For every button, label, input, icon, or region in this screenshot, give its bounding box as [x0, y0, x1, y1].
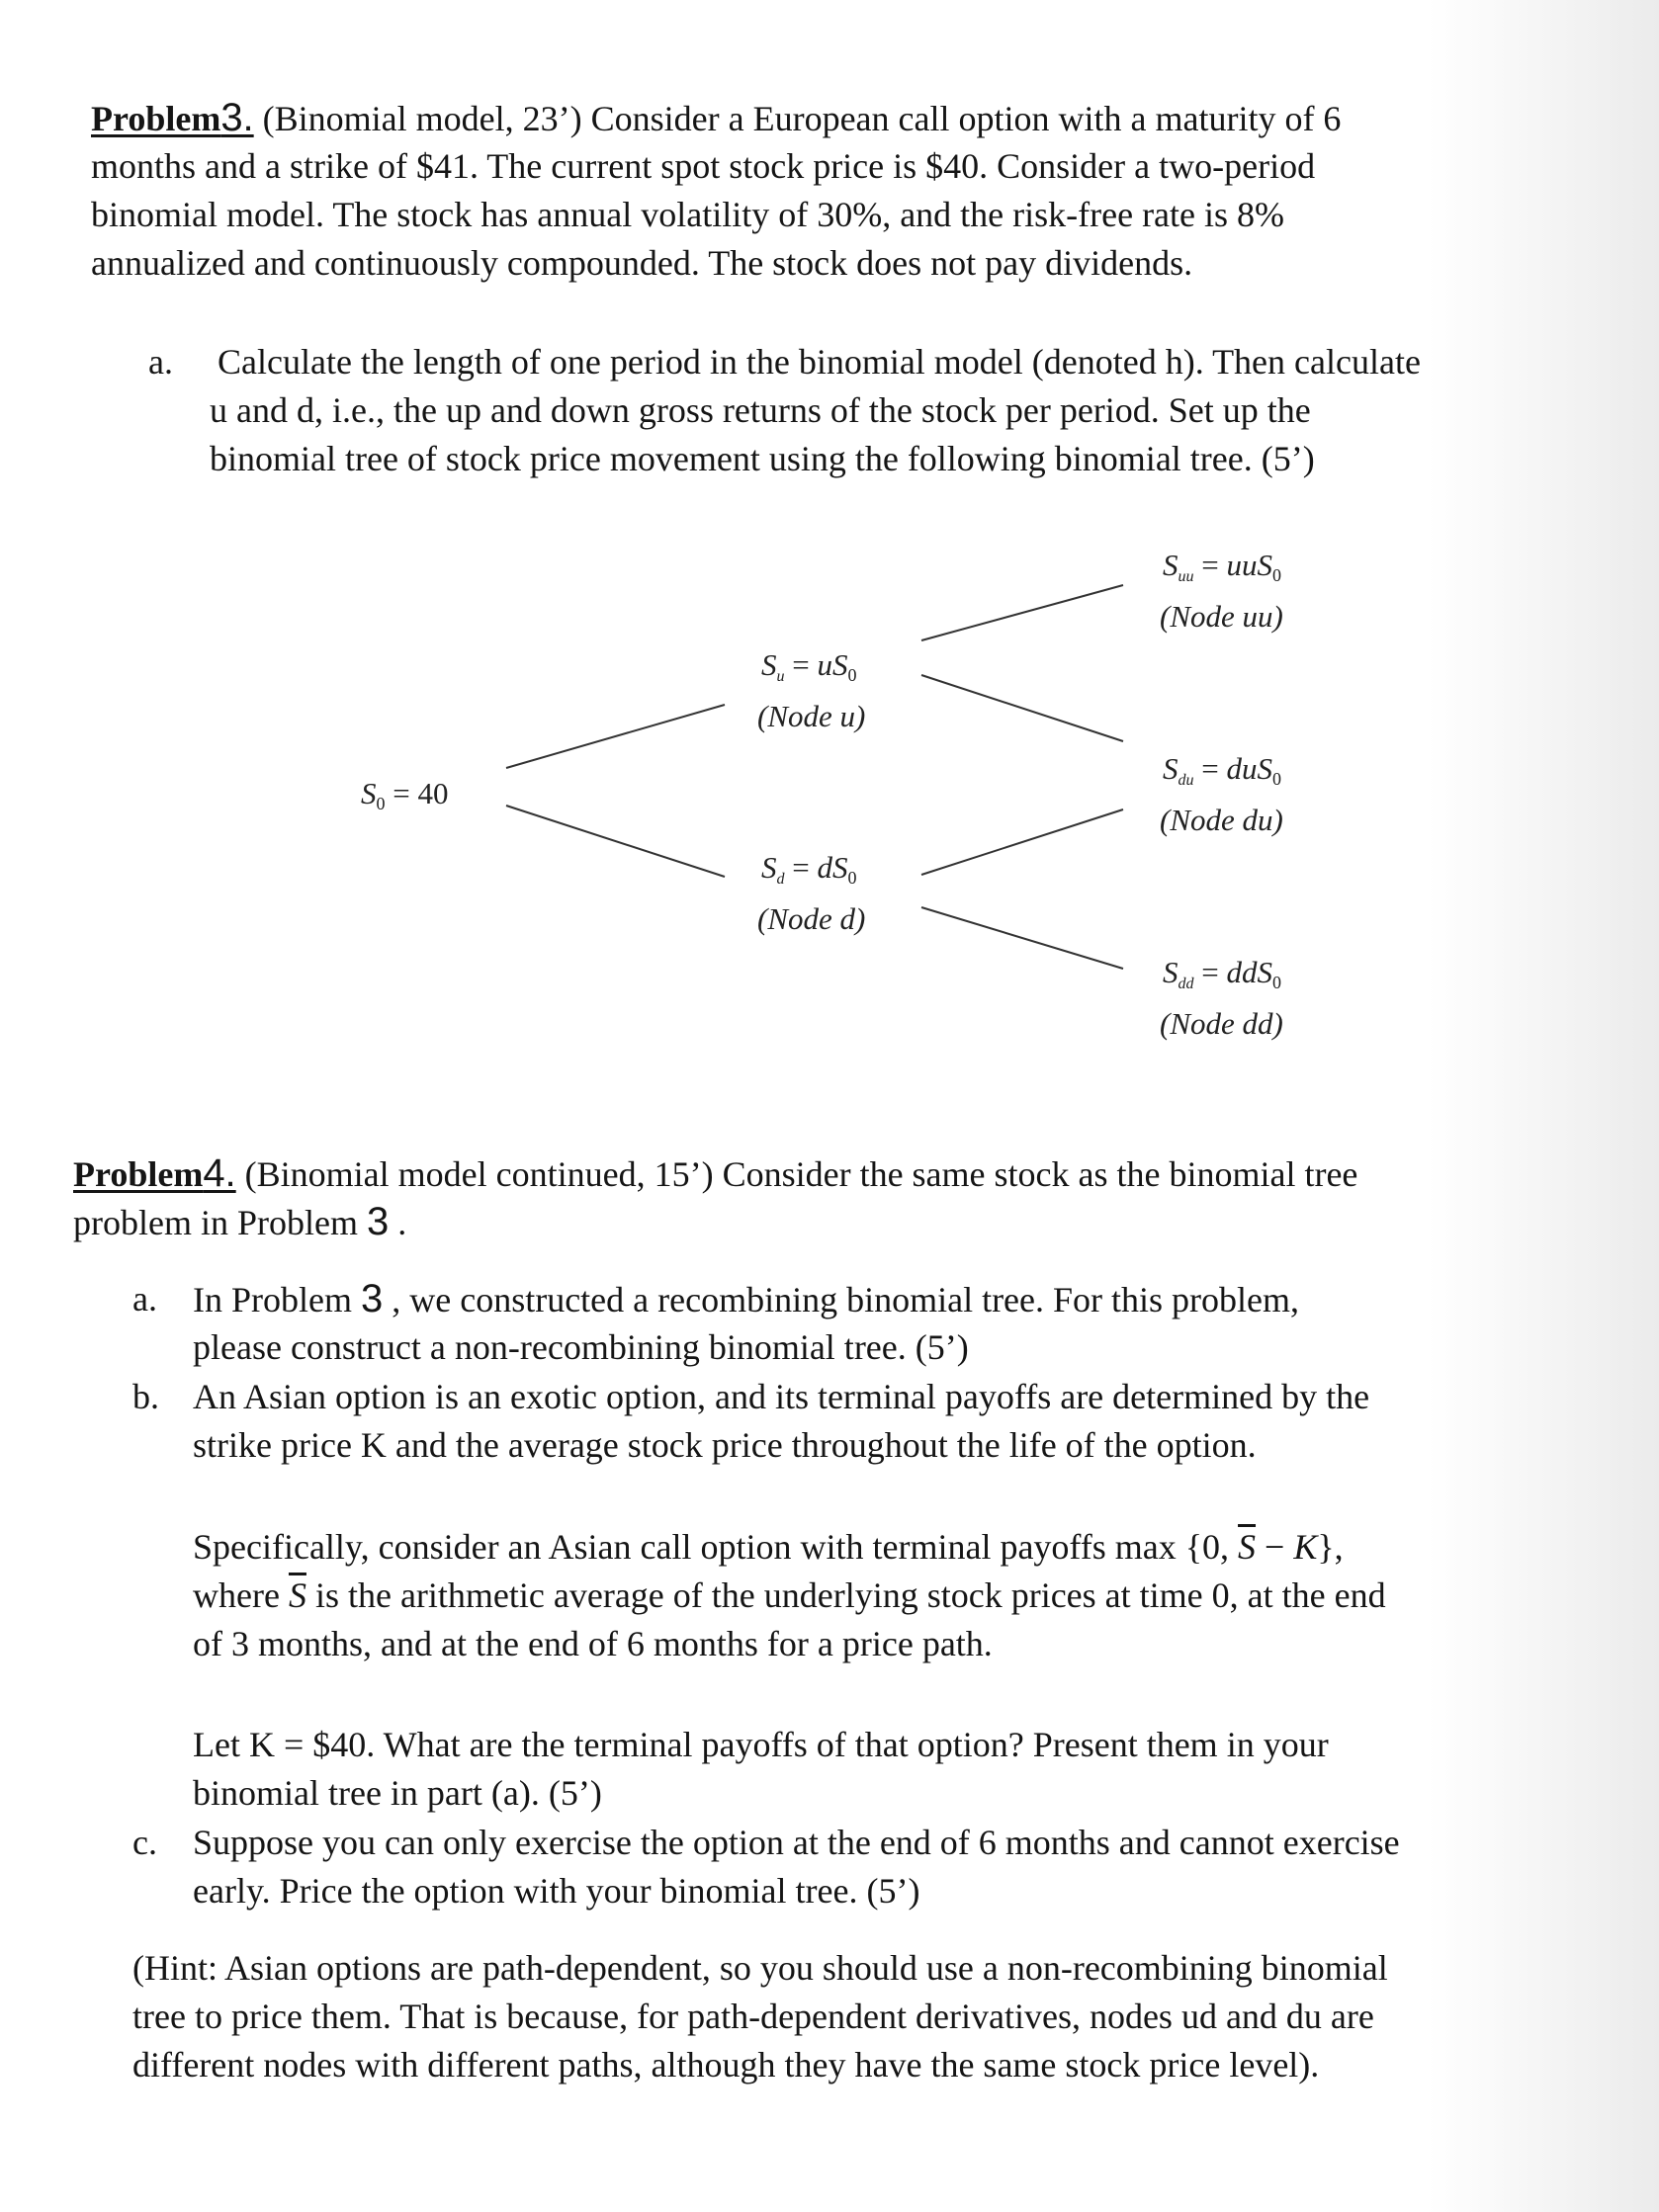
branch-s0-to-d	[506, 806, 725, 877]
node-uu-formula: $S_{uu} = uuS0$	[1163, 548, 1281, 585]
node-du-caption: (Node du)	[1160, 803, 1283, 837]
node-dd-formula: $S_{dd} = ddS0$	[1163, 955, 1281, 992]
problem3-part-a-line1: Calculate the length of one period in the binomial model (denoted h). Then calculate	[218, 342, 1421, 382]
node-du-formula: $S_{du} = duS0$	[1163, 751, 1281, 789]
problem4-part-b-line2: strike price K and the average stock price throughout the life of the option.	[193, 1425, 1257, 1465]
problem4-part-c-line1: Suppose you can only exercise the option at the end of 6 months and cannot exercise	[193, 1823, 1400, 1862]
node-d-caption: (Node d)	[757, 901, 866, 936]
problem4-part-b-spec-line2: where $\overline{S}$ is the arithmetic average of the underlying stock prices at time 0, at the end	[193, 1575, 1386, 1615]
problem4-line1: Problem4. (Binomial model continued, 15’) Consider the same stock as the binomial tree	[73, 1151, 1358, 1195]
problem3-part-a-marker: a.	[148, 342, 173, 382]
problem4-heading: Problem4.	[73, 1151, 236, 1195]
problem3-line3: binomial model. The stock has annual volatility of 30%, and the risk-free rate is 8%	[91, 195, 1285, 234]
problem4-part-a-marker: a.	[132, 1279, 157, 1319]
problem4-part-b-spec-line3: of 3 months, and at the end of 6 months for a price path.	[193, 1624, 993, 1663]
problem4-part-c-marker: c.	[132, 1823, 157, 1862]
problem4-hint-line2: tree to price them. That is because, for path-dependent derivatives, nodes ud and du are	[132, 1997, 1374, 2036]
node-s0: S0 = 40	[361, 776, 449, 813]
branch-s0-to-u	[506, 705, 725, 768]
branch-d-to-dd	[921, 907, 1123, 969]
problem3-line4: annualized and continuously compounded. The stock does not pay dividends.	[91, 243, 1193, 283]
problem4-part-a-line2: please construct a non-recombining binomial tree. (5’)	[193, 1327, 969, 1367]
problem3-line1: Problem3. (Binomial model, 23’) Consider a European call option with a maturity of 6	[91, 96, 1342, 139]
problem3-heading: Problem3.	[91, 96, 254, 139]
problem4-line2: problem in Problem 3 .	[73, 1200, 407, 1243]
problem4-part-a-line1: In Problem 3 , we constructed a recombining binomial tree. For this problem,	[193, 1277, 1300, 1320]
node-d-formula: $S_d = dS0$	[761, 850, 857, 888]
problem4-part-b-spec-line1: Specifically, consider an Asian call option with terminal payoffs max {0, $\overline{S} - K$},	[193, 1527, 1344, 1567]
branch-d-to-du	[921, 809, 1123, 875]
problem4-part-b-let-line2: binomial tree in part (a). (5’)	[193, 1773, 602, 1813]
problem4-hint-line3: different nodes with different paths, although they have the same stock price level).	[132, 2045, 1320, 2084]
problem3-part-a-line2: u and d, i.e., the up and down gross returns of the stock per period. Set up the	[210, 390, 1311, 430]
node-u-formula: $S_u = uS0$	[761, 647, 857, 685]
branch-u-to-uu	[921, 585, 1123, 640]
problem4-part-b-line1: An Asian option is an exotic option, and its terminal payoffs are determined by the	[193, 1377, 1370, 1416]
branch-u-to-du	[921, 675, 1123, 741]
problem4-part-b-let-line1: Let K = $40. What are the terminal payoffs of that option? Present them in your	[193, 1725, 1329, 1764]
problem4-part-c-line2: early. Price the option with your binomial tree. (5’)	[193, 1871, 920, 1911]
problem3-line2: months and a strike of $41. The current spot stock price is $40. Consider a two-period	[91, 146, 1316, 186]
node-dd-caption: (Node dd)	[1160, 1006, 1283, 1041]
node-uu-caption: (Node uu)	[1160, 599, 1283, 634]
problem4-hint-line1: (Hint: Asian options are path-dependent, so you should use a non-recombining binomial	[132, 1948, 1388, 1988]
node-u-caption: (Node u)	[757, 699, 866, 733]
problem3-part-a-line3: binomial tree of stock price movement using the following binomial tree. (5’)	[210, 439, 1315, 478]
problem4-part-b-marker: b.	[132, 1377, 159, 1416]
